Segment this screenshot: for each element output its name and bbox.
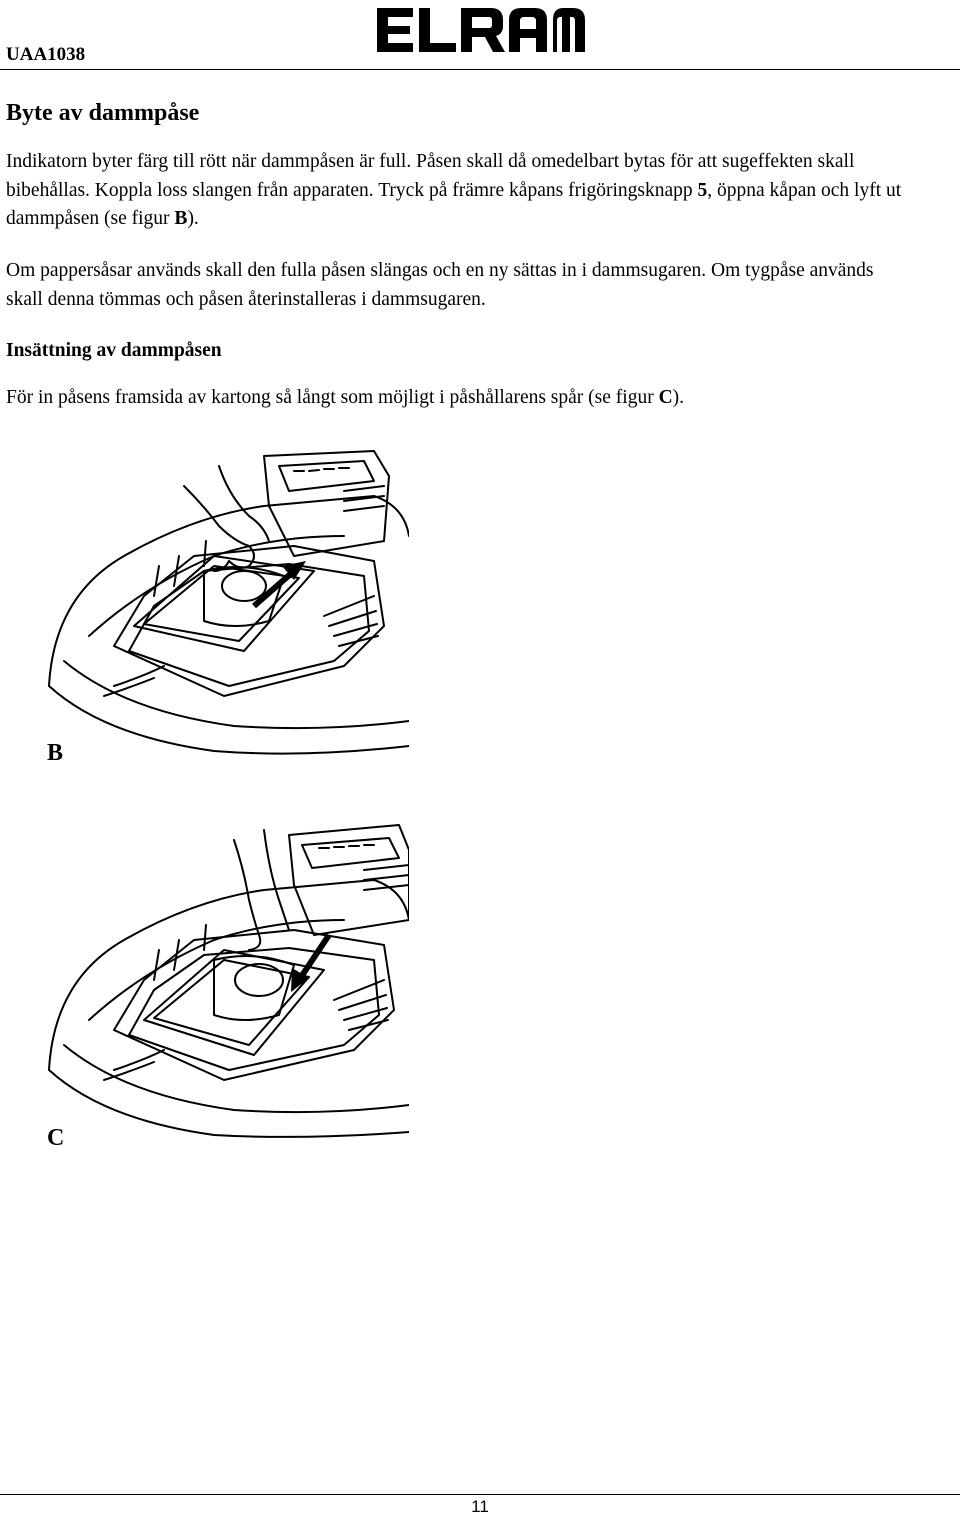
figure-label-b: B [47, 740, 64, 766]
paragraph-bag-types: Om pappersåsar används skall den fulla påsen slängas och en ny sättas in i dammsugaren. Om tygpåse används skall denna tömmas och påsen återinstalleras i dammsugaren. [6, 260, 874, 310]
figure-ref-c: C [658, 387, 673, 408]
button-number-ref: 5 [697, 179, 708, 201]
paragraph-insert-bag [6, 384, 906, 413]
p1-text-a: Indikatorn byter färg till rött när dammpåsen är full. Påsen skall då omedelbart bytas för att sugeffekten skall bibehållas. Koppla loss slangen från apparaten. Tryck på främre kåpans frigöringsknapp [6, 151, 855, 201]
figure-b-illustration [44, 446, 409, 766]
subsection-title: Insättning av dammpåsen [6, 340, 222, 361]
p1-text-end: ). [187, 208, 199, 229]
figure-ref-b: B [174, 208, 188, 229]
p3-text-a: För in påsens framsida av kartong så långt som möjligt i påshållarens spår (se figur [6, 387, 659, 408]
p3-text-end: ). [672, 387, 685, 408]
document-code: UAA1038 [6, 44, 86, 65]
arrow-down-icon [291, 935, 329, 992]
figure-c-illustration [44, 820, 409, 1140]
footer-divider [0, 1494, 960, 1495]
header-divider [0, 69, 960, 70]
figure-label-c: C [47, 1125, 65, 1151]
p1-text-b: , öppna kåpan och lyft ut dammpåsen (se figur [6, 179, 902, 229]
paragraph-indicator [6, 148, 906, 234]
elram-logo [375, 4, 587, 56]
page-number: 11 [471, 1497, 489, 1516]
section-title: Byte av dammpåse [6, 100, 200, 126]
